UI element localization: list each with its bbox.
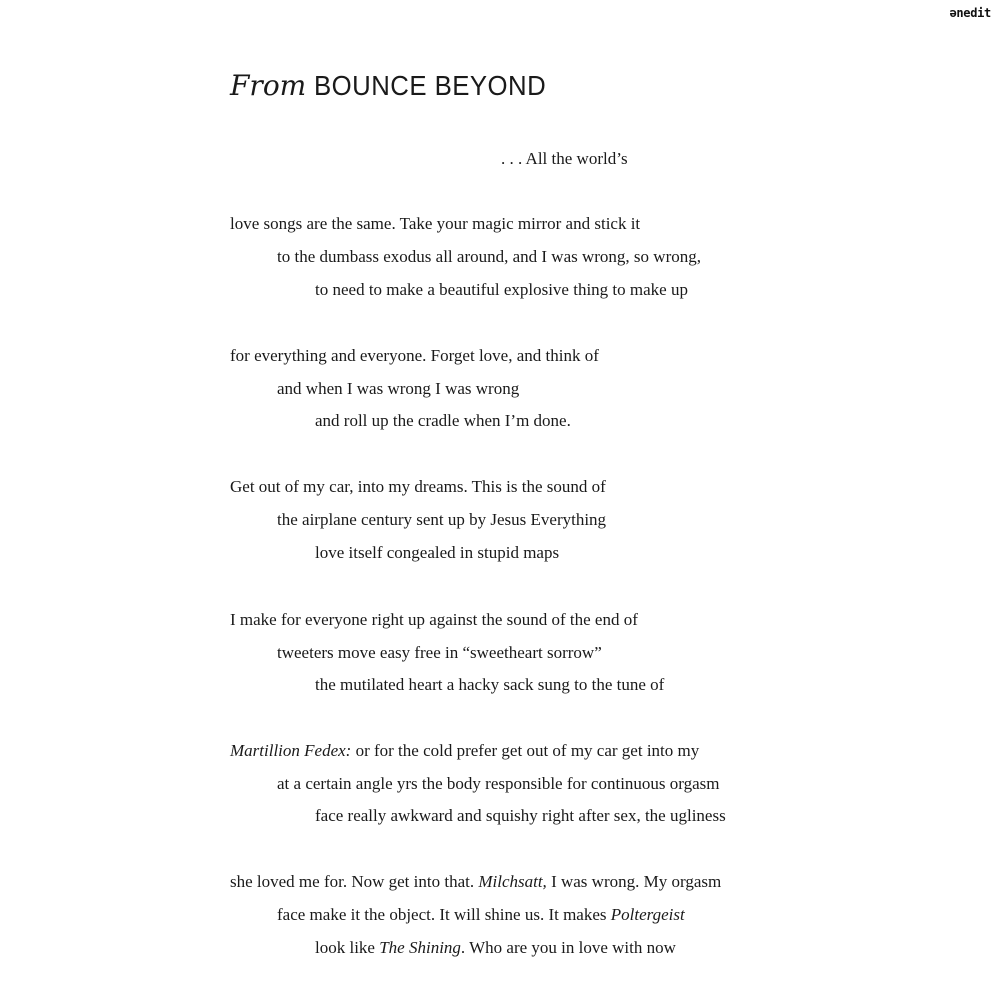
italic-title-text: Poltergeist [610, 905, 685, 924]
line-text: I was wrong. My orgasm [546, 872, 722, 891]
italic-title-text: The Shining [379, 938, 461, 957]
poem-line: and when I was wrong I was wrong [277, 379, 520, 398]
poem-line: love songs are the same. Take your magic mirror and stick it [230, 214, 641, 233]
poem-line: love itself congealed in stupid maps [315, 543, 560, 562]
italic-title-text: Milchsatt, [478, 872, 547, 891]
poem-line: face really awkward and squishy right after sex, the ugliness [315, 806, 726, 825]
poem-line [277, 904, 685, 926]
italic-title-text: Martillion Fedex: [230, 741, 352, 760]
enedit-logo: ənedit [949, 6, 991, 20]
poem-line: I make for everyone right up against the sound of the end of [230, 610, 638, 629]
line-text: she loved me for. Now get into that. [230, 872, 479, 891]
title-name: BOUNCE BEYOND [314, 70, 547, 101]
poem-line: at a certain angle yrs the body responsible for continuous orgasm [277, 774, 720, 793]
poem-line [230, 871, 721, 893]
poem-opening-line: . . . All the world’s [501, 149, 628, 168]
poem-line: the mutilated heart a hacky sack sung to the tune of [315, 675, 665, 694]
line-text: . Who are you in love with now [460, 938, 676, 957]
line-text: look like [315, 938, 380, 957]
poem-line: tweeters move easy free in “sweetheart sorrow” [277, 643, 602, 662]
poem-line [230, 740, 699, 762]
poem-line: for everything and everyone. Forget love, and think of [230, 346, 599, 365]
poem-line: to need to make a beautiful explosive thing to make up [315, 280, 688, 299]
poem-line: the airplane century sent up by Jesus Everything [277, 510, 607, 529]
line-text: or for the cold prefer get out of my car get into my [351, 741, 700, 760]
poem-line: to the dumbass exodus all around, and I was wrong, so wrong, [277, 247, 701, 266]
line-text: face make it the object. It will shine us. It makes [277, 905, 611, 924]
poem-line [315, 937, 676, 959]
poem-line: Get out of my car, into my dreams. This is the sound of [230, 477, 606, 496]
title-prefix: From [230, 69, 307, 102]
poem-line: and roll up the cradle when I’m done. [315, 411, 571, 430]
